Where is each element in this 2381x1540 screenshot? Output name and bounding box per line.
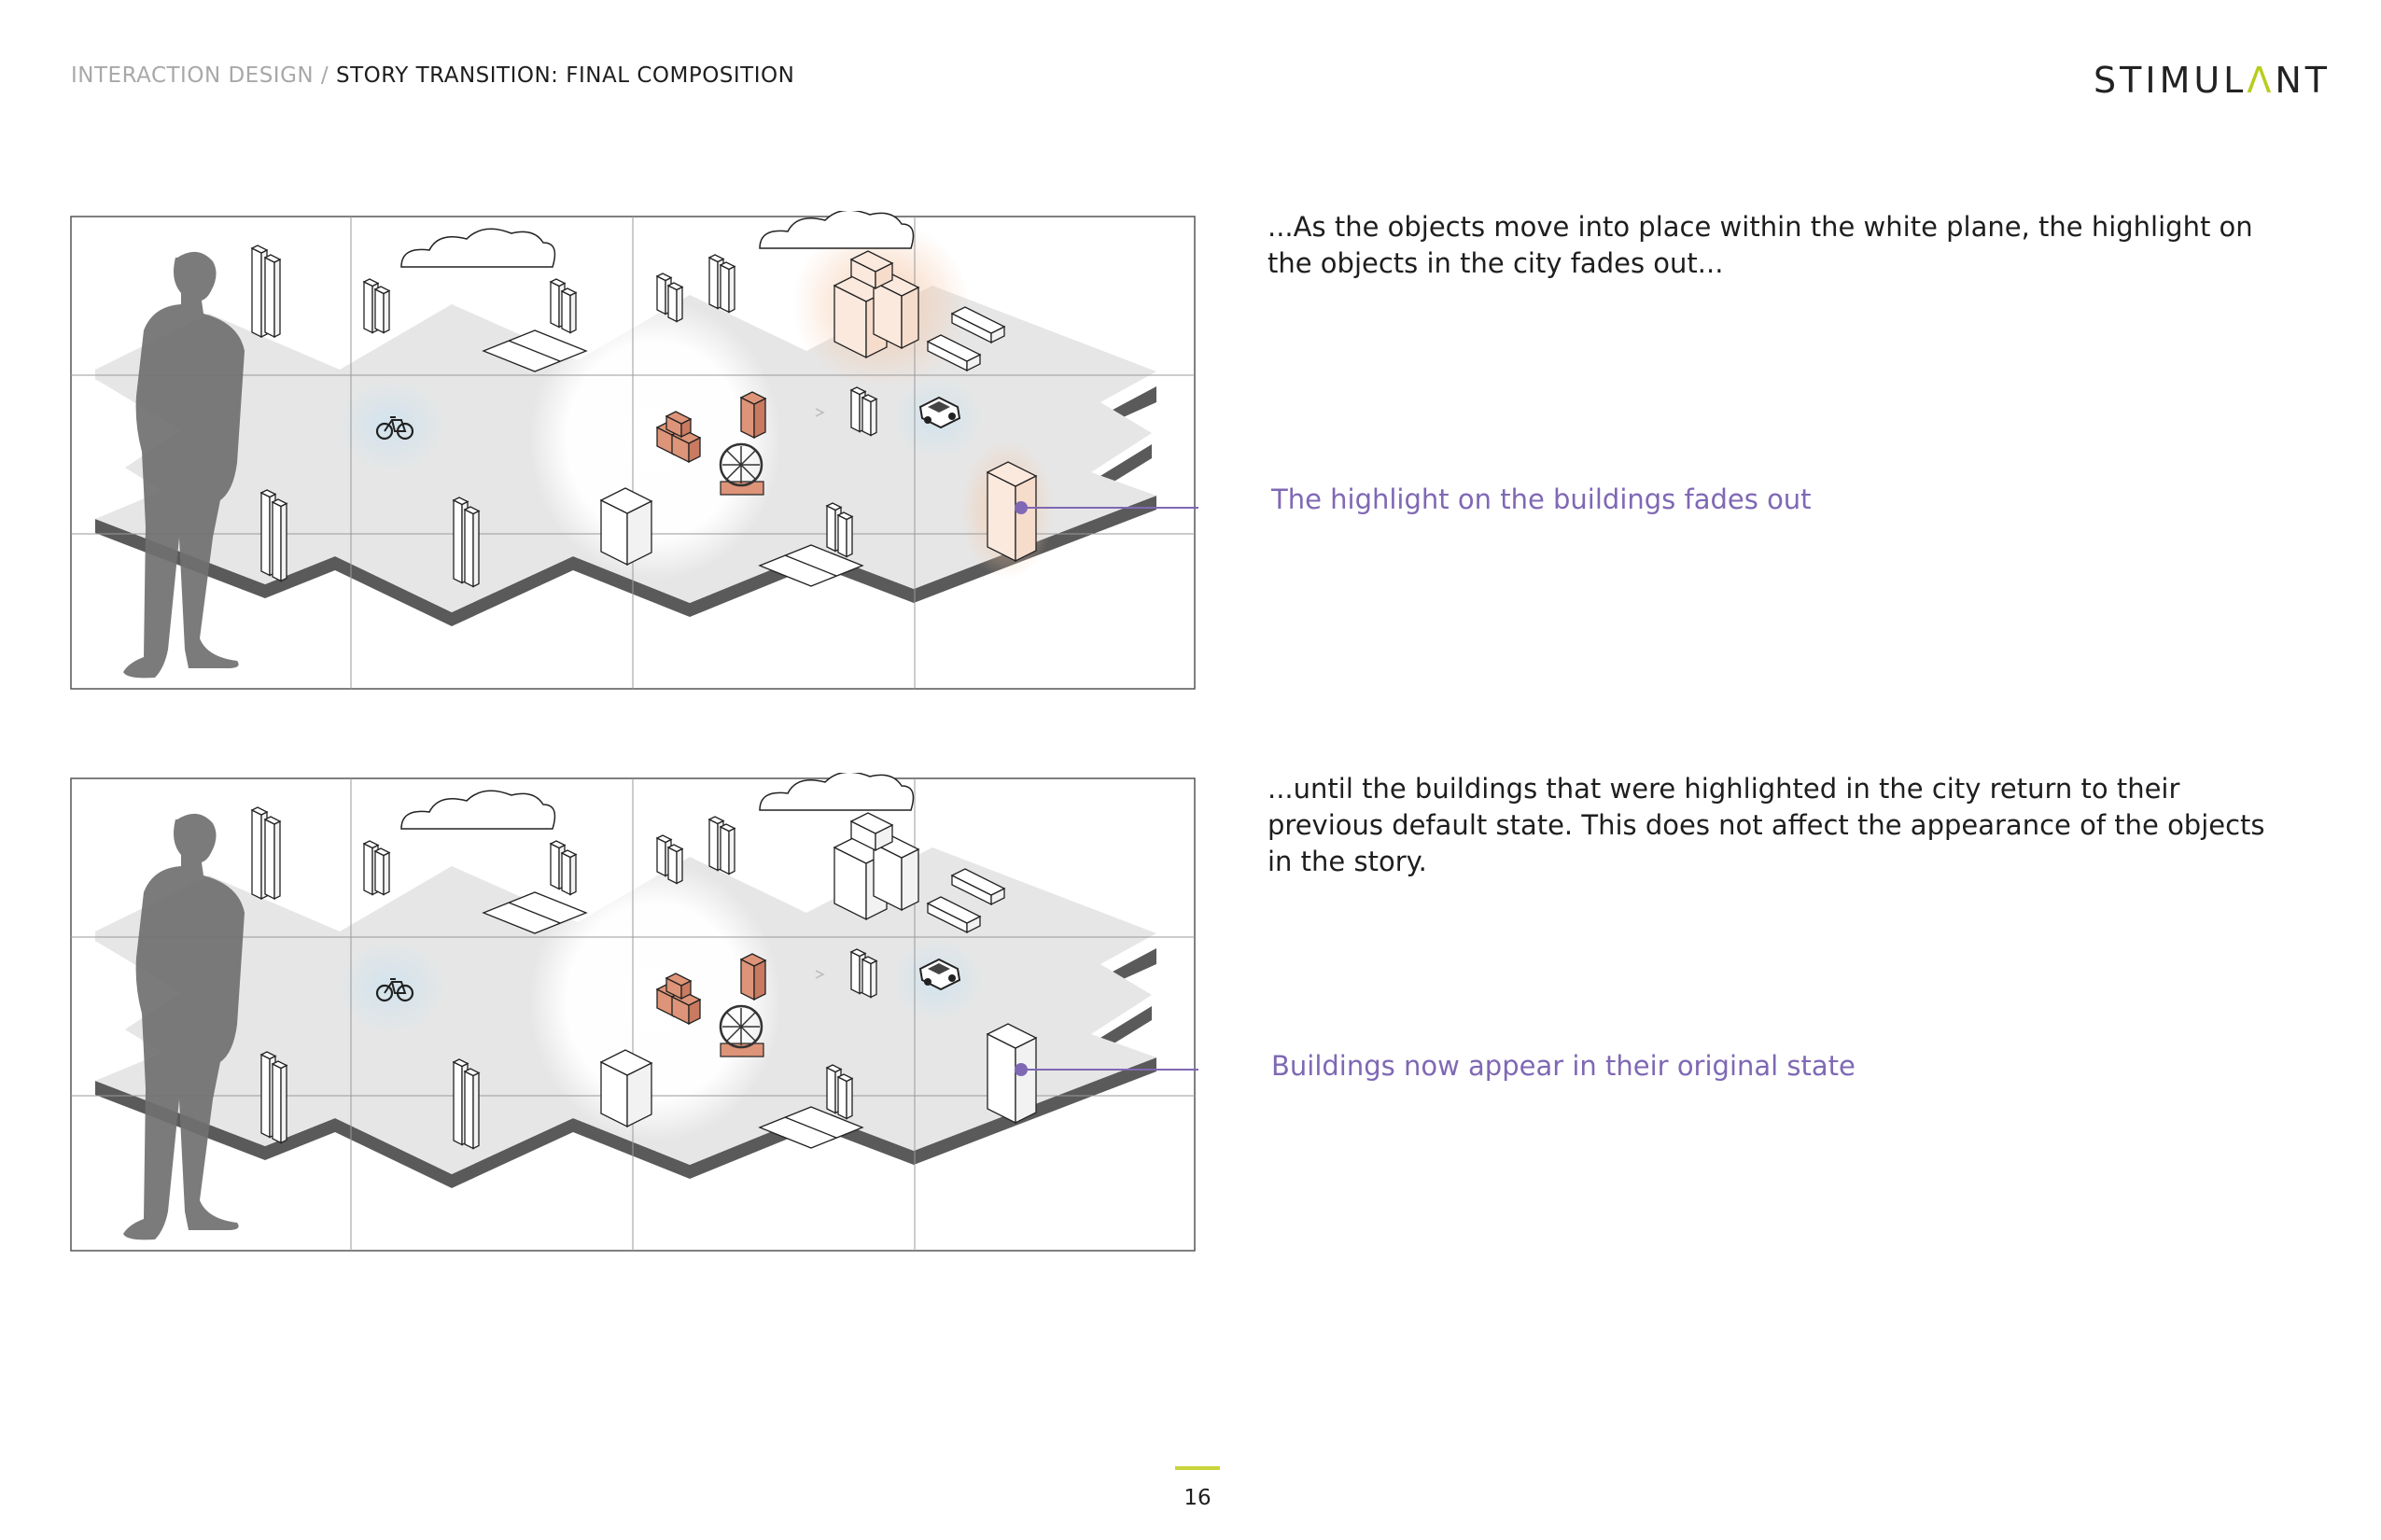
city-tower	[838, 512, 852, 557]
header-section: INTERACTION DESIGN	[71, 63, 315, 88]
city-tower	[862, 957, 876, 998]
story-object-tower	[741, 954, 765, 1000]
city-tower	[562, 288, 576, 333]
city-cube-building	[601, 488, 651, 565]
callout-1: The highlight on the buildings fades out	[1271, 483, 1812, 515]
stimulant-logo	[2094, 60, 2331, 101]
caption-2: ...until the buildings that were highlighted in the city return to their previous default state. This does not affect the appearance of the objects in the story.	[1268, 773, 2265, 877]
city-tower	[273, 1061, 287, 1143]
city-tower	[265, 817, 280, 899]
bicycle-glow	[335, 379, 447, 472]
city-tower	[721, 824, 735, 875]
city-tower	[273, 499, 287, 581]
page-number: 16	[1183, 1486, 1212, 1510]
story-plane-glow	[529, 861, 781, 1141]
city-tower	[265, 255, 280, 337]
logo-accent-letter: Λ	[2247, 60, 2276, 101]
callout-dot	[1015, 501, 1028, 514]
city-cube-building	[601, 1050, 651, 1127]
page-header	[71, 63, 794, 88]
city-tower	[465, 507, 479, 587]
city-tower	[862, 395, 876, 436]
story-object-tower	[741, 392, 765, 438]
header-current-page: STORY TRANSITION: FINAL COMPOSITION	[336, 63, 795, 88]
logo-suffix: NT	[2275, 60, 2331, 101]
bicycle-glow	[335, 941, 447, 1034]
city-tower	[838, 1074, 852, 1119]
city-tower	[668, 283, 682, 322]
city-tower	[375, 848, 389, 895]
city-tower	[375, 287, 389, 333]
highlighted-building	[987, 1024, 1036, 1123]
caption-1: ...As the objects move into place within the white plane, the highlight on the objects in the city fades out...	[1268, 211, 2253, 279]
city-tower	[465, 1069, 479, 1149]
highlighted-building	[987, 462, 1036, 561]
city-tower	[562, 850, 576, 895]
callout-dot	[1015, 1063, 1028, 1076]
city-tower	[668, 845, 682, 884]
figure-highlight-fading	[69, 211, 1198, 696]
story-plane-glow	[529, 300, 781, 580]
logo-prefix: STIMUL	[2094, 60, 2248, 101]
page-number-rule	[1175, 1466, 1220, 1470]
city-tower	[721, 262, 735, 313]
header-separator: /	[314, 63, 336, 88]
callout-2: Buildings now appear in their original state	[1271, 1050, 1856, 1082]
figure-original-state	[69, 773, 1198, 1258]
